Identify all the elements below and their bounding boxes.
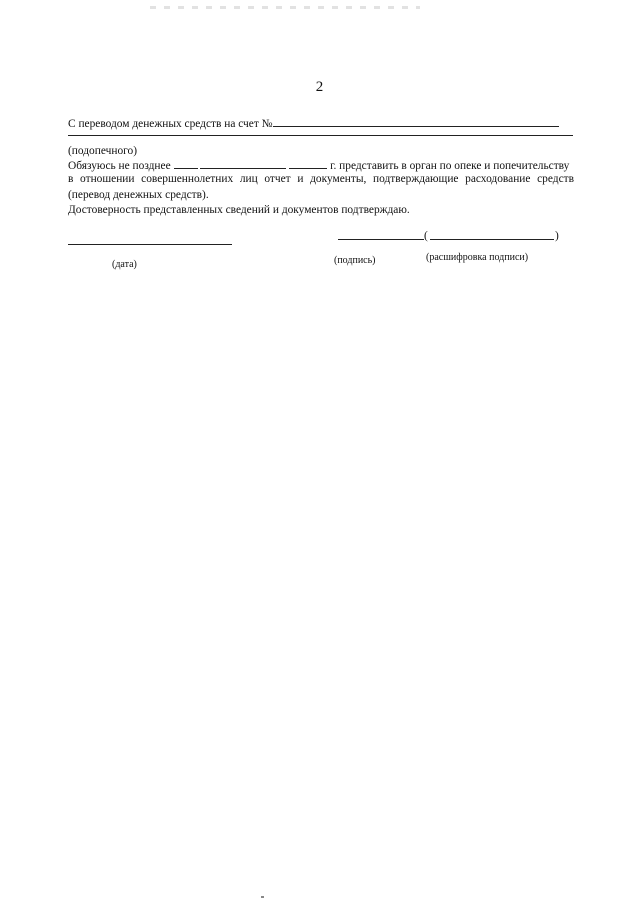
decoding-open-paren: ( [424, 230, 428, 242]
transfer-account-line [68, 115, 559, 131]
caption-decoding: (расшифровка подписи) [426, 252, 529, 263]
obligation-line-2: в отношении совершеннолетних лиц отчет и документы, подтверждающие расходование средств [68, 173, 574, 185]
caption-date: (дата) [112, 259, 137, 270]
obligation-line-1 [68, 157, 569, 173]
account-continuation-blank [68, 135, 573, 136]
obligation-start: Обязуюсь не позднее [68, 160, 171, 172]
decoding-close-paren: ) [555, 230, 559, 242]
caption-signature: (подпись) [334, 255, 376, 266]
date-blank [68, 244, 232, 245]
obligation-end: г. представить в орган по опеке и попечительству [330, 160, 570, 172]
confirmation-statement: Достоверность представленных сведений и документов подтверждаю. [68, 204, 410, 216]
page-number: 2 [315, 79, 324, 95]
month-blank [200, 157, 286, 169]
scan-speck [261, 896, 264, 898]
account-number-blank [273, 115, 559, 127]
transfer-label: С переводом денежных средств на счет № [68, 118, 273, 130]
scan-artifact [150, 6, 420, 9]
ward-label: (подопечного) [68, 145, 138, 157]
decoding-blank [430, 239, 554, 240]
obligation-line-3: (перевод денежных средств). [68, 189, 209, 201]
year-blank [289, 157, 327, 169]
day-blank [174, 157, 198, 169]
signature-blank [338, 239, 424, 240]
